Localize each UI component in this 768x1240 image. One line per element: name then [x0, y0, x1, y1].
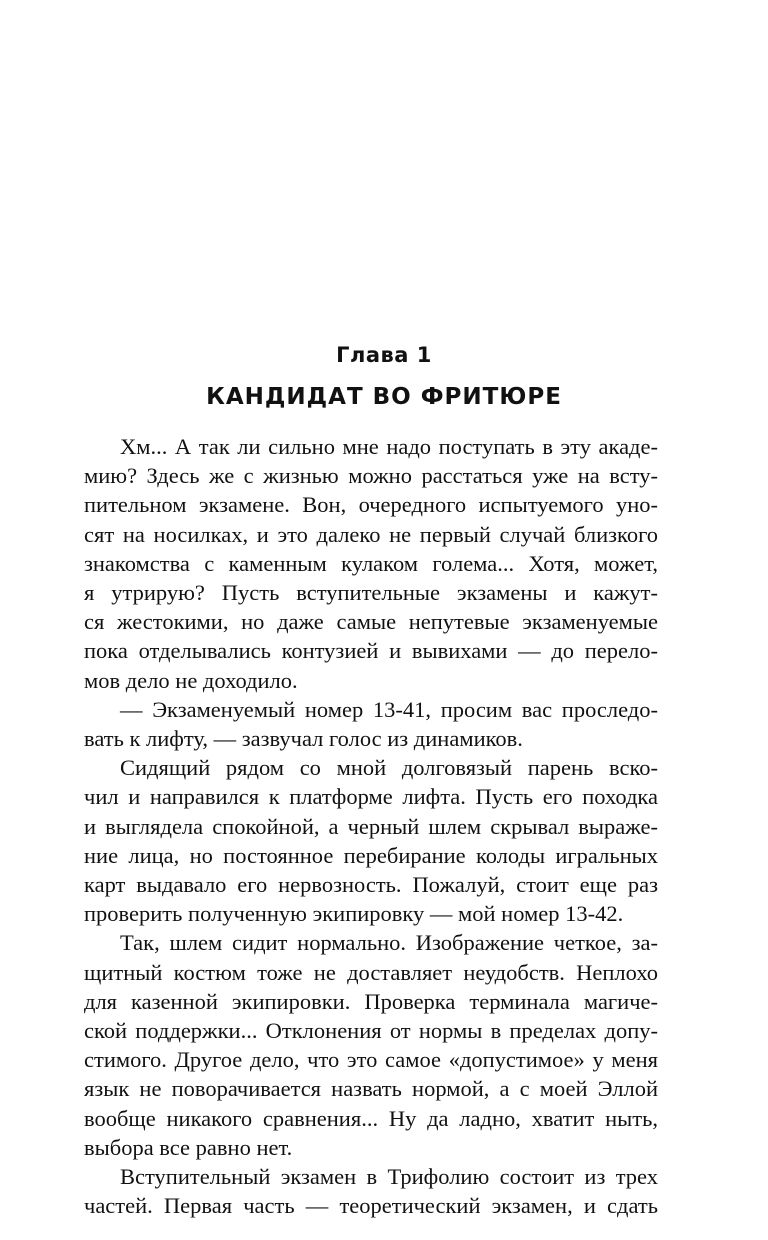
- paragraph: [84, 753, 658, 928]
- text-line: сят на носилках, и это далеко не первый случай близкого: [84, 521, 658, 547]
- text-line: и выглядела спокойной, а черный шлем скрывал выраже-: [84, 813, 658, 839]
- text-line: язык не поворачивается назвать нормой, а с моей Эллой: [84, 1076, 658, 1102]
- paragraph: [84, 432, 658, 695]
- text-line: Так, шлем сидит нормально. Изображение четкое, за-: [120, 930, 658, 956]
- paragraph: [84, 1162, 658, 1220]
- text-line: Хм... А так ли сильно мне надо поступать в эту акаде-: [120, 434, 658, 459]
- text-line: карт выдавало его нервозность. Пожалуй, стоит еще раз: [84, 872, 658, 898]
- text-line: Вступительный экзамен в Трифолию состоит из трех: [120, 1164, 658, 1190]
- text-line: пока отделывались контузией и вывихами — до перело-: [84, 638, 658, 664]
- text-line: выбора все равно нет.: [84, 1134, 293, 1160]
- text-line: стимого. Другое дело, что это самое «допустимое» у меня: [84, 1047, 658, 1073]
- text-line: мию? Здесь же с жизнью можно расстаться уже на всту-: [84, 463, 658, 489]
- paragraph: [84, 928, 658, 1162]
- text-line: мов дело не доходило.: [84, 667, 298, 693]
- chapter-title: КАНДИДАТ ВО ФРИТЮРЕ: [206, 384, 562, 410]
- text-line: ской поддержки... Отклонения от нормы в пределах допу-: [84, 1018, 658, 1044]
- text-line: вообще никакого сравнения... Ну да ладно, хватит ныть,: [84, 1105, 658, 1131]
- chapter-label: Глава 1: [336, 343, 432, 367]
- text-line: ся жестокими, но даже самые непутевые экзаменуемые: [84, 609, 658, 635]
- text-line: вать к лифту, — зазвучал голос из динамиков.: [84, 726, 523, 752]
- text-line: я утрирую? Пусть вступительные экзамены и кажут-: [84, 580, 658, 606]
- text-line: ние лица, но постоянное перебирание колоды игральных: [84, 842, 658, 868]
- text-line: частей. Первая часть — теоретический экзамен, и сдать: [84, 1193, 658, 1219]
- paragraph: [84, 695, 658, 753]
- text-line: пительном экзамене. Вон, очередного испытуемого уно-: [84, 492, 658, 518]
- text-line: щитный костюм тоже не доставляет неудобств. Неплохо: [84, 959, 658, 985]
- text-line: Сидящий рядом со мной долговязый парень вско-: [120, 755, 658, 781]
- text-line: проверить полученную экипировку — мой номер 13-42.: [84, 901, 624, 927]
- text-line: — Экзаменуемый номер 13-41, просим вас проследо-: [120, 696, 658, 722]
- text-line: знакомства с каменным кулаком голема... Хотя, может,: [84, 550, 658, 576]
- text-line: для казенной экипировки. Проверка терминала магиче-: [84, 988, 658, 1014]
- chapter-body: [84, 432, 658, 1220]
- text-line: чил и направился к платформе лифта. Пусть его походка: [84, 784, 658, 810]
